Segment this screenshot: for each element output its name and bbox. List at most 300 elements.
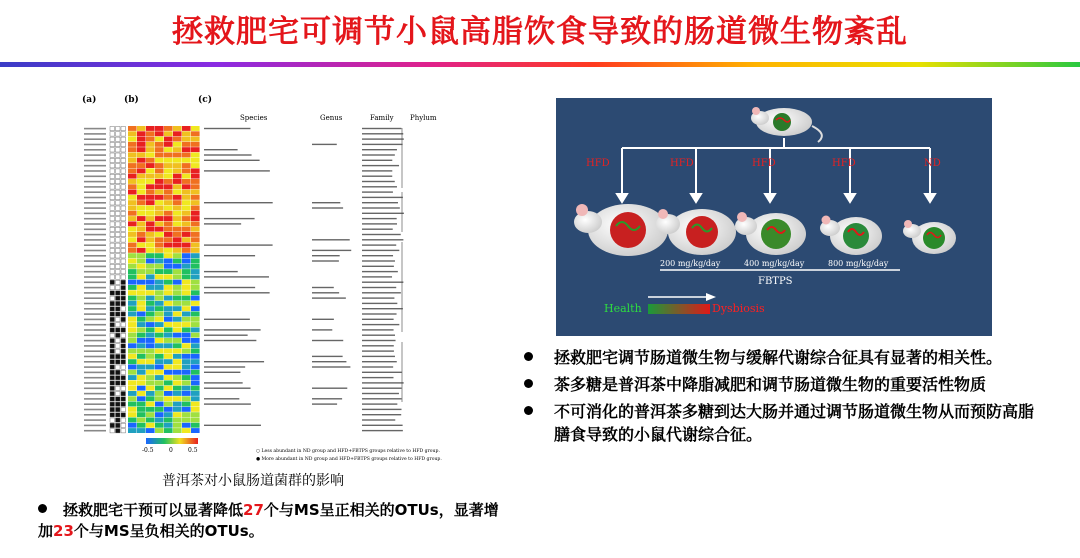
heatmap-cell [164,211,173,216]
heatmap-cell [173,131,182,136]
heatmap-cell [191,290,200,295]
group-marker [121,333,126,337]
group-marker [116,190,121,194]
heatmap-cell [164,137,173,142]
heatmap-cell [155,386,164,391]
heatmap-cell [155,142,164,147]
left-bullet [38,500,508,542]
mouse-diagram [556,98,992,336]
heatmap-cell [182,290,191,295]
heatmap-cell [173,380,182,385]
heatmap-cell [182,259,191,264]
group-marker [110,217,115,221]
heatmap-cell [164,179,173,184]
heatmap-cell [164,359,173,364]
family-text-line [362,207,400,208]
heatmap-cell [182,418,191,423]
heatmap-cell [146,285,155,290]
heatmap-cell [137,184,146,189]
heatmap-cell [191,147,200,152]
heatmap-cell [182,402,191,407]
group-marker [116,392,121,396]
col-genus: Genus [320,114,343,122]
heatmap-cell [155,418,164,423]
heatmap-cell [155,153,164,158]
group-marker [121,185,126,189]
heatmap-cell [128,386,137,391]
row-label-line [84,239,106,241]
heatmap-cell [137,370,146,375]
group-marker [110,317,115,321]
family-text-line [362,409,401,410]
heatmap-cell [173,396,182,401]
heatmap-cell [182,179,191,184]
genus-text-line [312,398,342,399]
group-marker [110,127,115,131]
genus-text-line [312,202,340,203]
heatmap-cell [182,227,191,232]
group-marker [121,233,126,237]
group-marker [121,164,126,168]
heatmap-cell [173,142,182,147]
dysbiosis-label: Dysbiosis [712,302,765,315]
heatmap-cell [173,402,182,407]
heatmap-cell [128,243,137,248]
heatmap-cell [164,296,173,301]
heatmap-cell [128,179,137,184]
heatmap-cell [182,306,191,311]
group-marker [116,142,121,146]
heatmap-taxa-text [204,128,404,432]
heatmap-cell [146,206,155,211]
species-text-line [204,287,255,288]
legend-more: ● More abundant in ND group and HFD+FBTPS groups relative to HFD group. [256,457,442,462]
heatmap-cell [191,190,200,195]
heatmap-cell [137,158,146,163]
heatmap-row-labels [84,127,126,433]
family-text-line [362,138,404,139]
group-marker [121,423,126,427]
label-hfd-3: HFD [752,158,776,169]
group-marker [110,323,115,327]
group-marker [116,233,121,237]
group-marker [110,148,115,152]
group-marker [121,365,126,369]
heatmap-cell [173,375,182,380]
row-label-line [84,340,106,342]
row-label-line [84,128,106,130]
heatmap-cell [164,269,173,274]
family-text-line [362,149,397,150]
heatmap-cell [191,232,200,237]
heatmap-cell [146,380,155,385]
scale-tick-2: 0 [169,447,173,454]
species-text-line [204,361,264,362]
figure-caption: 普洱茶对小鼠肠道菌群的影响 [162,473,344,489]
heatmap-cell [137,269,146,274]
row-label-line [84,213,106,215]
heatmap-cell [128,338,137,343]
group-marker [121,349,126,353]
heatmap-cell [173,158,182,163]
row-label-line [84,335,106,337]
heatmap-cell [173,296,182,301]
family-text-line [362,181,395,182]
heatmap-cell [146,343,155,348]
group-marker [110,233,115,237]
heatmap-cell [146,248,155,253]
heatmap-cell [137,227,146,232]
row-label-line [84,366,106,368]
genus-text-line [312,388,347,389]
family-text-line [362,419,395,420]
heatmap-cell [155,131,164,136]
heatmap-cell [182,269,191,274]
label-hfd-2: HFD [670,158,694,169]
heatmap-cell [137,296,146,301]
bullet-dot [38,504,47,513]
group-marker [121,275,126,279]
family-text-line [362,176,392,177]
heatmap-cell [164,317,173,322]
heatmap-cell [164,248,173,253]
heatmap-cell [128,380,137,385]
group-marker [116,270,121,274]
heatmap-cell [146,227,155,232]
arrow-head [706,293,716,301]
family-text-line [362,303,397,304]
heatmap-cell [173,312,182,317]
heatmap-cell [182,163,191,168]
heatmap-cell [191,158,200,163]
heatmap-cell [173,163,182,168]
heatmap-cell [182,301,191,306]
heatmap-cell [173,386,182,391]
mouse-1 [574,204,668,256]
group-marker [116,174,121,178]
heatmap-cell [128,153,137,158]
heatmap-cell [137,285,146,290]
row-label-line [84,181,106,183]
group-marker [110,301,115,305]
heatmap-cell [164,428,173,433]
heatmap-cell [137,407,146,412]
heatmap-cell [182,380,191,385]
heatmap-cell [137,306,146,311]
heatmap-cell [164,418,173,423]
heatmap-cell [182,195,191,200]
heatmap-cell [164,322,173,327]
group-marker [121,201,126,205]
heatmap-cell [155,359,164,364]
row-label-line [84,260,106,262]
row-label-line [84,207,106,209]
group-marker [110,132,115,136]
group-marker [110,137,115,141]
heatmap-cell [182,211,191,216]
heatmap-cell [146,349,155,354]
row-label-line [84,393,106,395]
rainbow-divider [0,62,1080,67]
group-marker [110,286,115,290]
heatmap-cell [146,269,155,274]
group-marker [110,413,115,417]
group-marker [110,280,115,284]
heatmap-cell [173,418,182,423]
heatmap-cell [164,280,173,285]
heatmap-cell [146,322,155,327]
heatmap-cell [191,259,200,264]
left-bullet-text-1: 拯救肥宅干预可以显著降低 [63,501,244,519]
heatmap-cell [137,195,146,200]
heatmap-cell [137,380,146,385]
heatmap-cell [146,253,155,258]
heatmap-cell [137,168,146,173]
genus-text-line [312,329,332,330]
row-label-line [84,388,106,390]
heatmap-cell [128,375,137,380]
mouse-5 [903,220,956,254]
heatmap-cell [155,200,164,205]
heatmap-cell [173,349,182,354]
group-marker [110,386,115,390]
heatmap-cell [191,163,200,168]
row-label-line [84,170,106,172]
heatmap-cell [191,280,200,285]
family-text-line [362,340,396,341]
heatmap-cell [191,184,200,189]
group-marker [121,328,126,332]
heatmap-cell [128,211,137,216]
heatmap-cell [155,317,164,322]
heatmap-cell [191,418,200,423]
group-marker [116,158,121,162]
heatmap-cell [146,402,155,407]
heatmap-cell [155,375,164,380]
heatmap-cell [164,391,173,396]
row-label-line [84,144,106,146]
heatmap-cell [128,200,137,205]
heatmap-cell [137,423,146,428]
heatmap-cell [191,359,200,364]
group-marker [121,174,126,178]
heatmap-cell [191,317,200,322]
heatmap-cell [155,126,164,131]
row-label-line [84,377,106,379]
heatmap-cell [191,168,200,173]
group-marker [110,307,115,311]
heatmap-cell [191,264,200,269]
group-marker [110,370,115,374]
family-text-line [362,324,399,325]
row-label-line [84,186,106,188]
row-label-line [84,223,106,225]
group-marker [110,312,115,316]
group-marker [110,142,115,146]
heatmap-cell [173,391,182,396]
heatmap-cell [191,274,200,279]
heatmap-cell [146,423,155,428]
heatmap-cell [137,301,146,306]
heatmap-cell [137,386,146,391]
heatmap-cell [182,359,191,364]
heatmap-cell [191,312,200,317]
species-text-line [204,329,261,330]
heatmap-cell [137,317,146,322]
heatmap-cell [182,131,191,136]
mouse-3 [735,212,806,255]
group-marker [116,148,121,152]
row-label-line [84,287,106,289]
family-text-line [362,160,392,161]
heatmap-cell [137,280,146,285]
heatmap-cell [173,370,182,375]
row-label-line [84,138,106,140]
heatmap-cell [137,153,146,158]
heatmap-cell [155,264,164,269]
group-marker [121,301,126,305]
family-text-line [362,234,401,235]
species-text-line [204,271,238,272]
heatmap-cell [128,147,137,152]
heatmap-cell [146,174,155,179]
heatmap-cell [155,402,164,407]
heatmap-cell [128,248,137,253]
heatmap-cell [155,195,164,200]
heatmap-cell [155,147,164,152]
heatmap-cell [137,338,146,343]
heatmap-cell [182,412,191,417]
species-text-line [204,170,270,171]
heatmap-cell [182,428,191,433]
group-marker [110,376,115,380]
group-marker [121,180,126,184]
heatmap-cell [146,195,155,200]
heatmap-cell [128,327,137,332]
heatmap-cell [164,349,173,354]
heatmap-cell [137,190,146,195]
heatmap-cell [146,296,155,301]
heatmap-cell [182,322,191,327]
heatmap-cell [191,142,200,147]
heatmap-cell [128,174,137,179]
group-marker [116,164,121,168]
label-hfd-1: HFD [586,158,610,169]
group-marker [116,259,121,263]
row-label-line [84,176,106,178]
heatmap-cell [173,274,182,279]
heatmap-cell [182,200,191,205]
row-label-line [84,197,106,199]
heatmap-cell [173,211,182,216]
heatmap-cell [173,317,182,322]
heatmap-cell [182,285,191,290]
group-marker [110,339,115,343]
heatmap-cell [182,375,191,380]
heatmap-cell [191,412,200,417]
heatmap-cell [137,216,146,221]
row-label-line [84,165,106,167]
heatmap-cell [146,131,155,136]
heatmap-cell [128,142,137,147]
group-marker [116,418,121,422]
dose-800: 800 mg/kg/day [828,259,889,268]
heatmap-cell [191,195,200,200]
heatmap-cell [137,163,146,168]
group-marker [110,275,115,279]
row-label-line [84,414,106,416]
heatmap-cell [137,126,146,131]
heatmap-cell [137,221,146,226]
heatmap-cell [155,338,164,343]
heatmap-cell [146,184,155,189]
heatmap-cell [182,370,191,375]
heatmap-cell [173,232,182,237]
tree-arrows [617,138,935,202]
dose-labels [660,259,889,268]
family-text-line [362,191,393,192]
col-phylum: Phylum [410,114,437,122]
mouse-4 [820,216,882,256]
heatmap-cell [137,147,146,152]
genus-text-line [312,319,334,320]
row-label-line [84,149,106,151]
heatmap-cell [128,237,137,242]
heatmap-cell [182,280,191,285]
heatmap-cell [182,407,191,412]
heatmap-cell [155,412,164,417]
heatmap-cell [164,306,173,311]
family-text-line [362,388,402,389]
scale-tick-3: 0.5 [188,447,198,454]
row-label-line [84,324,106,326]
health-gradient-bar [648,304,710,314]
heatmap-cell [155,232,164,237]
heatmap-cell [164,232,173,237]
heatmap-cell [137,211,146,216]
family-text-line [362,361,397,362]
group-marker [116,132,121,136]
heatmap-cell [182,365,191,370]
heatmap-cell [146,168,155,173]
species-text-line [204,382,243,383]
row-label-line [84,303,106,305]
heatmap-cell [191,174,200,179]
heatmap-cell [173,227,182,232]
heatmap-cell [191,375,200,380]
heatmap-cell [191,402,200,407]
genus-text-line [312,297,346,298]
heatmap-cell [137,206,146,211]
heatmap-cell [191,338,200,343]
bullet-dot [524,379,533,388]
group-marker [116,296,121,300]
heatmap-cell [155,221,164,226]
heatmap-cell [128,396,137,401]
group-marker [121,397,126,401]
heatmap-cell [155,237,164,242]
heatmap-cell [164,264,173,269]
heatmap-cell [155,396,164,401]
group-marker [116,307,121,311]
heatmap-cell [155,269,164,274]
slide-title: 拯救肥宅可调节小鼠高脂饮食导致的肠道微生物紊乱 [172,14,908,50]
heatmap-cell [173,290,182,295]
dose-400: 400 mg/kg/day [744,259,805,268]
species-text-line [204,218,255,219]
group-marker [110,238,115,242]
heatmap-cell [164,147,173,152]
